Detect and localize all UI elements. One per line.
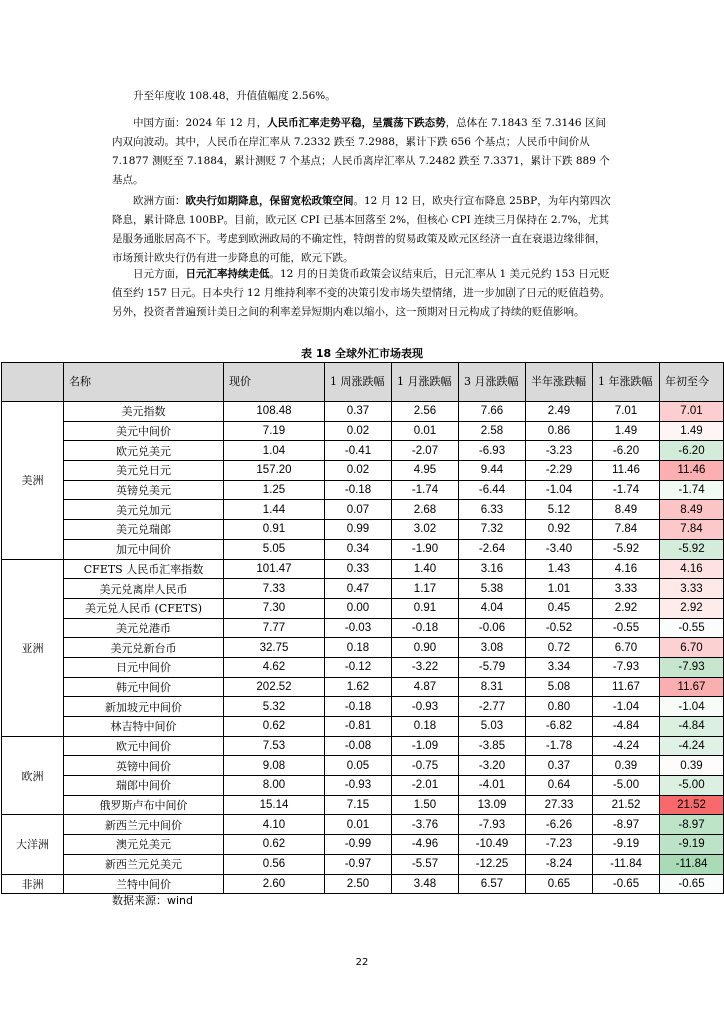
cell-h1: 0.65 [526, 874, 593, 894]
cell-ytd: -5.92 [660, 539, 724, 559]
cell-m1: -1.74 [392, 480, 459, 500]
cell-price: 2.60 [224, 874, 325, 894]
cell-ytd: 7.01 [660, 402, 724, 422]
cell-h1: 0.92 [526, 520, 593, 540]
cell-ytd: 0.39 [660, 756, 724, 776]
cell-price: 8.00 [224, 776, 325, 796]
cell-h1: 5.08 [526, 677, 593, 697]
cell-m1: 3.02 [392, 520, 459, 540]
table-row [2, 677, 724, 697]
cell-ytd: -5.00 [660, 776, 724, 796]
region-label: 大洋洲 [2, 815, 64, 874]
cell-ytd: -9.19 [660, 835, 724, 855]
cell-w1: -0.03 [325, 618, 392, 638]
cell-h1: 0.72 [526, 638, 593, 658]
cell-w1: 0.01 [325, 815, 392, 835]
cell-w1: 7.15 [325, 795, 392, 815]
header-1y: 1 年涨跌幅 [593, 363, 660, 402]
cell-ytd: -0.65 [660, 874, 724, 894]
cell-h1: 1.01 [526, 579, 593, 599]
cell-y1: 11.67 [593, 677, 660, 697]
cell-y1: -8.97 [593, 815, 660, 835]
table-row [2, 697, 724, 717]
cell-price: 7.30 [224, 598, 325, 618]
cell-w1: 2.50 [325, 874, 392, 894]
currency-name: 英镑中间价 [64, 756, 224, 776]
table-row [2, 500, 724, 520]
region-label: 亚洲 [2, 559, 64, 736]
cell-m3: 2.58 [459, 421, 526, 441]
cell-m3: 4.04 [459, 598, 526, 618]
currency-name: 美元兑瑞郎 [64, 520, 224, 540]
cell-w1: 0.18 [325, 638, 392, 658]
currency-name: 美元中间价 [64, 421, 224, 441]
cell-y1: -6.20 [593, 441, 660, 461]
data-source: 数据来源：wind [112, 894, 194, 907]
cell-m1: 2.56 [392, 402, 459, 422]
table-row [2, 559, 724, 579]
cell-m3: -2.64 [459, 539, 526, 559]
paragraph-china-lead: 中国方面：2024 年 12 月， [133, 117, 268, 129]
cell-m3: -7.93 [459, 815, 526, 835]
cell-price: 5.32 [224, 697, 325, 717]
paragraph-1: 升至年度收 108.48，升值值幅度 2.56%。 [133, 90, 336, 102]
cell-y1: 3.33 [593, 579, 660, 599]
cell-m3: 6.33 [459, 500, 526, 520]
cell-m3: -12.25 [459, 854, 526, 874]
cell-w1: 0.00 [325, 598, 392, 618]
cell-m3: 8.31 [459, 677, 526, 697]
table-row [2, 598, 724, 618]
currency-name: 美元兑加元 [64, 500, 224, 520]
cell-w1: -0.93 [325, 776, 392, 796]
cell-y1: 7.84 [593, 520, 660, 540]
cell-m3: 5.03 [459, 717, 526, 737]
cell-y1: -4.24 [593, 736, 660, 756]
cell-m1: -0.93 [392, 697, 459, 717]
cell-h1: 3.34 [526, 657, 593, 677]
cell-ytd: 2.92 [660, 598, 724, 618]
cell-ytd: -0.55 [660, 618, 724, 638]
cell-m1: 0.18 [392, 717, 459, 737]
table-row [2, 835, 724, 855]
table-row [2, 717, 724, 737]
cell-m3: 6.57 [459, 874, 526, 894]
cell-h1: 0.45 [526, 598, 593, 618]
cell-m3: -3.85 [459, 736, 526, 756]
cell-ytd: 1.49 [660, 421, 724, 441]
cell-m1: -3.76 [392, 815, 459, 835]
table-row [2, 776, 724, 796]
cell-price: 0.62 [224, 717, 325, 737]
table-body [2, 402, 724, 894]
cell-y1: 6.70 [593, 638, 660, 658]
cell-h1: -0.52 [526, 618, 593, 638]
cell-price: 108.48 [224, 402, 325, 422]
cell-ytd: -11.84 [660, 854, 724, 874]
currency-name: 新加坡元中间价 [64, 697, 224, 717]
region-label: 美洲 [2, 402, 64, 560]
cell-m3: -3.20 [459, 756, 526, 776]
cell-m3: 13.09 [459, 795, 526, 815]
cell-w1: 1.62 [325, 677, 392, 697]
table-row [2, 815, 724, 835]
table-row [2, 638, 724, 658]
table-row [2, 402, 724, 422]
page-number: 22 [355, 957, 369, 968]
cell-m1: 2.68 [392, 500, 459, 520]
cell-price: 157.20 [224, 461, 325, 481]
cell-ytd: -4.24 [660, 736, 724, 756]
header-1w: 1 周涨跌幅 [325, 363, 392, 402]
table-row [2, 421, 724, 441]
cell-y1: 2.92 [593, 598, 660, 618]
cell-h1: 0.37 [526, 756, 593, 776]
cell-w1: -0.12 [325, 657, 392, 677]
cell-m3: -6.93 [459, 441, 526, 461]
cell-h1: -6.26 [526, 815, 593, 835]
cell-m1: 1.40 [392, 559, 459, 579]
cell-w1: 0.02 [325, 461, 392, 481]
paragraph-europe-bold: 欧央行如期降息，保留宽松政策空间 [185, 195, 354, 207]
cell-ytd: 7.84 [660, 520, 724, 540]
table-caption: 表 18 全球外汇市场表现 [301, 347, 423, 360]
cell-m1: 1.17 [392, 579, 459, 599]
cell-h1: -8.24 [526, 854, 593, 874]
cell-w1: -0.41 [325, 441, 392, 461]
cell-y1: 21.52 [593, 795, 660, 815]
paragraph-japan-bold: 日元汇率持续走低 [185, 268, 270, 280]
cell-y1: 11.46 [593, 461, 660, 481]
cell-w1: -0.99 [325, 835, 392, 855]
cell-m3: -4.01 [459, 776, 526, 796]
cell-m3: -5.79 [459, 657, 526, 677]
region-label: 欧洲 [2, 736, 64, 815]
cell-y1: 7.01 [593, 402, 660, 422]
table-row [2, 618, 724, 638]
paragraph-japan-rest: 。12 月的日美货币政策会议结束后，日元汇率从 1 美元兑约 153 日元贬值至约 157 日元。日本央行 12 月维持利率不变的决策引发市场失望情绪，进一步加剧了日元的贬值趋势。另外，投资者普遍预计美日之间的利率差异短期内难以缩小，这一预期对日元构成了持续的贬值影响。 [112, 268, 611, 318]
cell-price: 15.14 [224, 795, 325, 815]
cell-w1: 0.99 [325, 520, 392, 540]
currency-name: 美元兑人民币 (CFETS) [64, 598, 224, 618]
header-1m: 1 月涨跌幅 [392, 363, 459, 402]
cell-h1: -6.82 [526, 717, 593, 737]
paragraph-china [112, 114, 612, 190]
cell-m3: -2.77 [459, 697, 526, 717]
cell-w1: -0.08 [325, 736, 392, 756]
cell-m1: 0.91 [392, 598, 459, 618]
currency-name: 欧元兑美元 [64, 441, 224, 461]
paragraph-china-rest: ，总体在 7.1843 至 7.3146 区间内双向波动。其中，人民币在岸汇率从 7.2332 跌至 7.2988，累计下跌 656 个基点；人民币中间价从 7.1877 测贬至 7.1884，累计测贬 7 个基点；人民币离岸汇率从 7.2482 跌至 7.3371，累计下跌 889 个基点。 [112, 117, 610, 186]
cell-w1: 0.02 [325, 421, 392, 441]
currency-name: 加元中间价 [64, 539, 224, 559]
currency-name: 美元兑港币 [64, 618, 224, 638]
cell-m3: 9.44 [459, 461, 526, 481]
cell-y1: 0.39 [593, 756, 660, 776]
cell-y1: -7.93 [593, 657, 660, 677]
paragraph-china-bold: 人民币汇率走势平稳，呈震荡下跌态势 [267, 117, 446, 129]
paragraph-japan [112, 265, 612, 322]
cell-m1: -0.75 [392, 756, 459, 776]
cell-w1: -0.18 [325, 480, 392, 500]
cell-m3: 7.66 [459, 402, 526, 422]
paragraph-japan-lead: 日元方面， [133, 268, 186, 280]
cell-price: 7.33 [224, 579, 325, 599]
header-name: 名称 [64, 363, 224, 402]
cell-price: 32.75 [224, 638, 325, 658]
cell-m1: 1.50 [392, 795, 459, 815]
cell-m1: -4.96 [392, 835, 459, 855]
currency-name: 欧元中间价 [64, 736, 224, 756]
currency-name: 美元兑日元 [64, 461, 224, 481]
cell-h1: -1.04 [526, 480, 593, 500]
table-row [2, 539, 724, 559]
cell-m1: 0.01 [392, 421, 459, 441]
header-price: 现价 [224, 363, 325, 402]
cell-m3: -6.44 [459, 480, 526, 500]
currency-name: 英镑兑美元 [64, 480, 224, 500]
cell-price: 4.10 [224, 815, 325, 835]
cell-h1: -3.23 [526, 441, 593, 461]
cell-h1: 0.86 [526, 421, 593, 441]
cell-ytd: -7.93 [660, 657, 724, 677]
cell-m1: -3.22 [392, 657, 459, 677]
cell-ytd: 3.33 [660, 579, 724, 599]
currency-name: 新西兰元中间价 [64, 815, 224, 835]
cell-price: 1.25 [224, 480, 325, 500]
cell-price: 0.62 [224, 835, 325, 855]
cell-m1: -2.01 [392, 776, 459, 796]
cell-ytd: -6.20 [660, 441, 724, 461]
cell-ytd: 11.46 [660, 461, 724, 481]
currency-name: 兰特中间价 [64, 874, 224, 894]
currency-name: CFETS 人民币汇率指数 [64, 559, 224, 579]
currency-name: 美元兑新台币 [64, 638, 224, 658]
cell-m1: 0.90 [392, 638, 459, 658]
cell-m3: 3.16 [459, 559, 526, 579]
cell-price: 0.91 [224, 520, 325, 540]
currency-name: 林吉特中间价 [64, 717, 224, 737]
cell-m1: 4.87 [392, 677, 459, 697]
cell-h1: 0.80 [526, 697, 593, 717]
header-ytd: 年初至今 [660, 363, 724, 402]
cell-price: 7.19 [224, 421, 325, 441]
cell-h1: 5.12 [526, 500, 593, 520]
cell-m1: 4.95 [392, 461, 459, 481]
currency-name: 新西兰元兑美元 [64, 854, 224, 874]
cell-price: 1.44 [224, 500, 325, 520]
cell-price: 5.05 [224, 539, 325, 559]
cell-h1: 0.64 [526, 776, 593, 796]
cell-price: 4.62 [224, 657, 325, 677]
table-row [2, 736, 724, 756]
currency-name: 澳元兑美元 [64, 835, 224, 855]
cell-y1: -0.55 [593, 618, 660, 638]
table-row [2, 657, 724, 677]
cell-m3: -0.06 [459, 618, 526, 638]
cell-m3: 3.08 [459, 638, 526, 658]
paragraph-europe-rest: 。12 月 12 日，欧央行宣布降息 25BP，为年内第四次降息，累计降息 100BP。目前，欧元区 CPI 已基本回落至 2%，但核心 CPI 连续三月保持在 2.7%，尤其是服务通胀居高不下。考虑到欧洲政局的不确定性，特朗普的贸易政策及欧元区经济一直在衰退边缘徘徊，市场预计欧央行仍有进一步降息的可能，欧元下跌。 [112, 195, 611, 264]
cell-ytd: 8.49 [660, 500, 724, 520]
cell-y1: -1.04 [593, 697, 660, 717]
cell-h1: 2.49 [526, 402, 593, 422]
cell-m3: 7.32 [459, 520, 526, 540]
cell-w1: 0.34 [325, 539, 392, 559]
cell-ytd: 11.67 [660, 677, 724, 697]
cell-ytd: 6.70 [660, 638, 724, 658]
cell-m1: -5.57 [392, 854, 459, 874]
table-row [2, 579, 724, 599]
cell-y1: 4.16 [593, 559, 660, 579]
cell-h1: -3.40 [526, 539, 593, 559]
region-label: 非洲 [2, 874, 64, 894]
currency-name: 美元指数 [64, 402, 224, 422]
cell-price: 7.53 [224, 736, 325, 756]
cell-price: 7.77 [224, 618, 325, 638]
cell-m3: 5.38 [459, 579, 526, 599]
cell-h1: -7.23 [526, 835, 593, 855]
cell-w1: 0.33 [325, 559, 392, 579]
cell-price: 0.56 [224, 854, 325, 874]
cell-h1: -1.78 [526, 736, 593, 756]
paragraph-europe-lead: 欧洲方面： [133, 195, 186, 207]
cell-h1: 27.33 [526, 795, 593, 815]
table-row [2, 520, 724, 540]
cell-w1: 0.05 [325, 756, 392, 776]
currency-name: 日元中间价 [64, 657, 224, 677]
cell-y1: -0.65 [593, 874, 660, 894]
header-6m: 半年涨跌幅 [526, 363, 593, 402]
cell-ytd: -4.84 [660, 717, 724, 737]
table-row [2, 441, 724, 461]
header-region [2, 363, 64, 402]
cell-w1: -0.97 [325, 854, 392, 874]
cell-ytd: -1.04 [660, 697, 724, 717]
cell-y1: -9.19 [593, 835, 660, 855]
cell-y1: -11.84 [593, 854, 660, 874]
cell-m1: -1.09 [392, 736, 459, 756]
cell-ytd: 21.52 [660, 795, 724, 815]
cell-y1: 8.49 [593, 500, 660, 520]
table-row [2, 795, 724, 815]
cell-y1: 1.49 [593, 421, 660, 441]
cell-w1: 0.47 [325, 579, 392, 599]
table-row [2, 756, 724, 776]
table-row [2, 480, 724, 500]
currency-name: 瑞郎中间价 [64, 776, 224, 796]
cell-price: 101.47 [224, 559, 325, 579]
cell-ytd: 4.16 [660, 559, 724, 579]
currency-name: 韩元中间价 [64, 677, 224, 697]
cell-ytd: -8.97 [660, 815, 724, 835]
table-row [2, 461, 724, 481]
cell-price: 1.04 [224, 441, 325, 461]
cell-m3: -10.49 [459, 835, 526, 855]
cell-m1: 3.48 [392, 874, 459, 894]
table-row [2, 854, 724, 874]
cell-m1: -2.07 [392, 441, 459, 461]
cell-h1: 1.43 [526, 559, 593, 579]
cell-y1: -5.00 [593, 776, 660, 796]
currency-name: 俄罗斯卢布中间价 [64, 795, 224, 815]
cell-y1: -1.74 [593, 480, 660, 500]
cell-w1: -0.18 [325, 697, 392, 717]
header-3m: 3 月涨跌幅 [459, 363, 526, 402]
paragraph-europe [112, 192, 612, 268]
cell-w1: 0.07 [325, 500, 392, 520]
cell-y1: -5.92 [593, 539, 660, 559]
cell-price: 9.08 [224, 756, 325, 776]
table-header-row [2, 363, 724, 402]
cell-h1: -2.29 [526, 461, 593, 481]
cell-m1: -1.90 [392, 539, 459, 559]
cell-w1: -0.81 [325, 717, 392, 737]
cell-m1: -0.18 [392, 618, 459, 638]
cell-w1: 0.37 [325, 402, 392, 422]
fx-market-table [1, 362, 724, 894]
table-row [2, 874, 724, 894]
currency-name: 美元兑离岸人民币 [64, 579, 224, 599]
cell-price: 202.52 [224, 677, 325, 697]
cell-ytd: -1.74 [660, 480, 724, 500]
cell-y1: -4.84 [593, 717, 660, 737]
